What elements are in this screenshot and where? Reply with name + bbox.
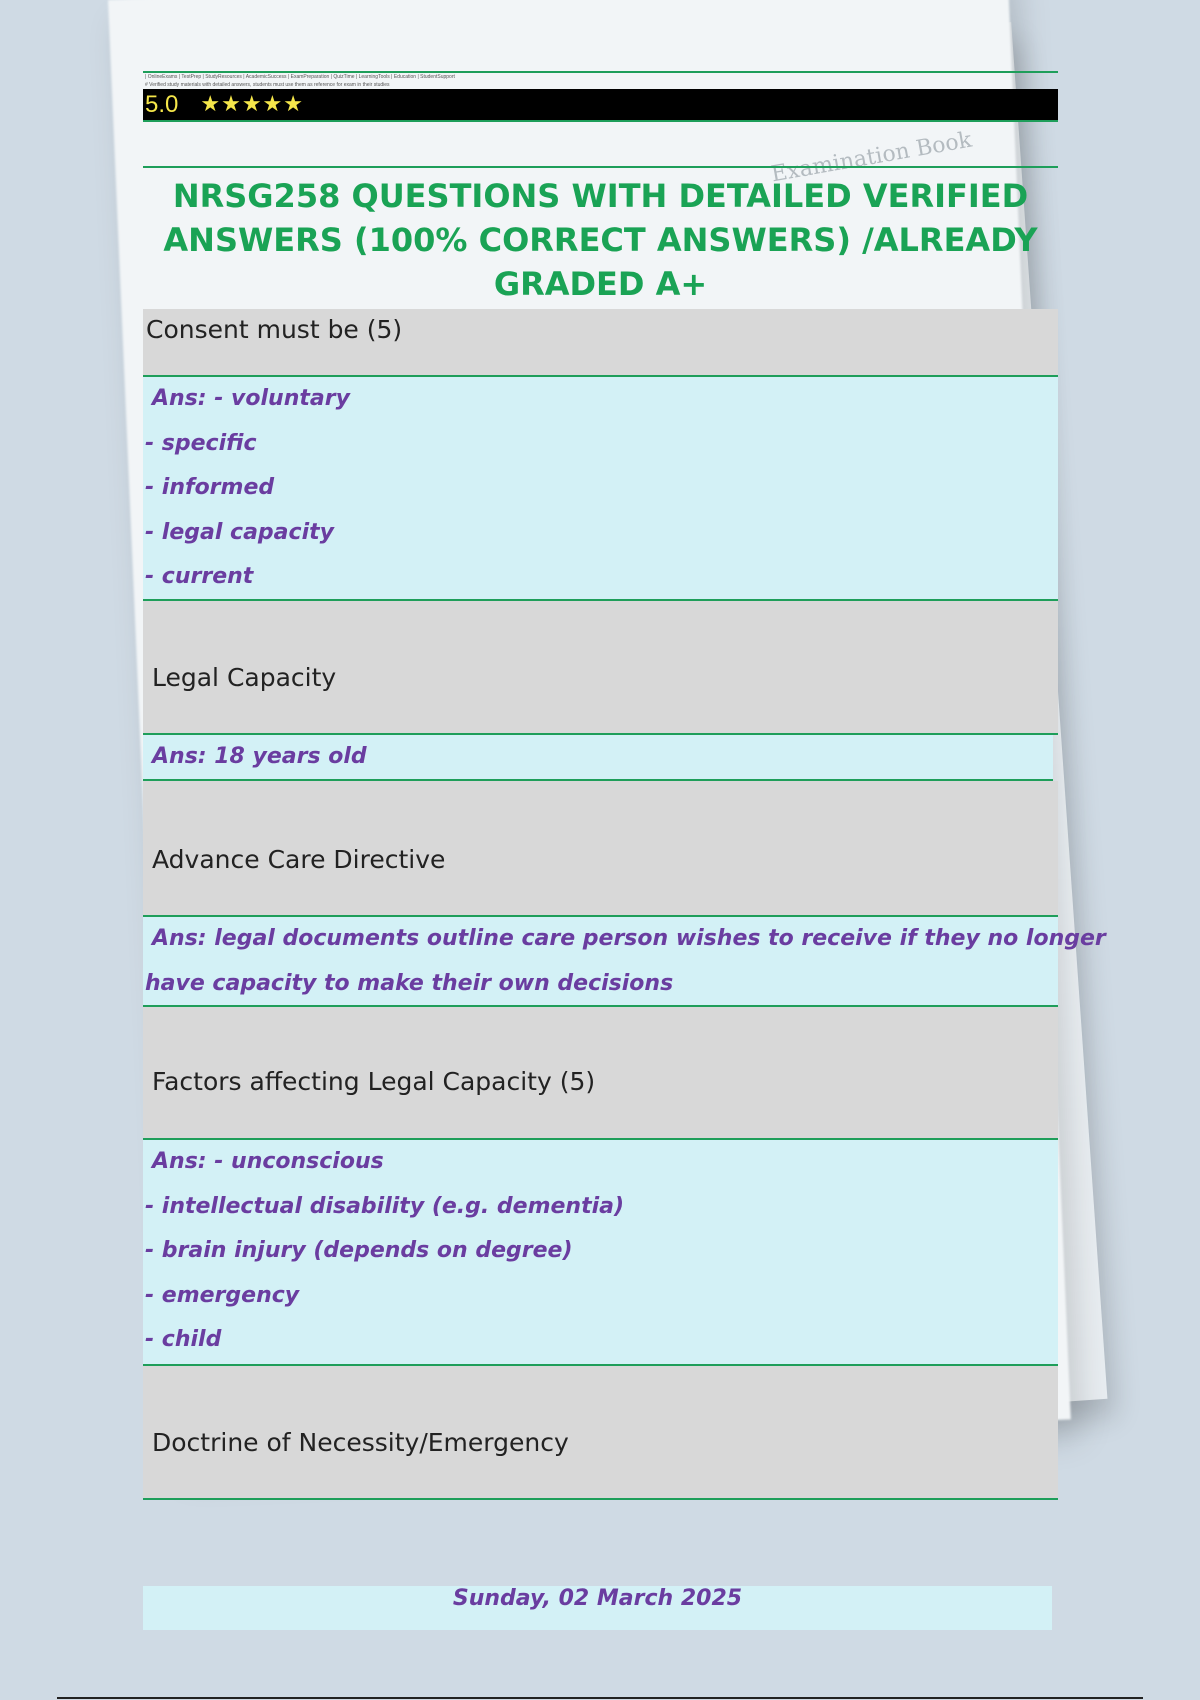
answer-line: - legal capacity [145, 519, 334, 545]
answer-cell [143, 917, 1106, 1007]
title-line-2: ANSWERS (100% CORRECT ANSWERS) /ALREADY [163, 221, 1038, 259]
answer-line: - intellectual disability (e.g. dementia) [145, 1193, 625, 1219]
star-rating-icon: ★★★★★ [200, 92, 304, 117]
answer-line: - brain injury (depends on degree) [145, 1238, 573, 1263]
question-cell: Consent must be (5) [143, 309, 1058, 377]
question-cell: Advance Care Directive [143, 781, 1058, 917]
document-title [143, 166, 1058, 309]
answer-line: - child [145, 1327, 222, 1352]
rating-bar [143, 89, 1058, 122]
header-note-line: # Verified study materials with detailed answers, students must use them as reference for exam in their studies [145, 82, 390, 88]
rating-value: 5.0 [145, 90, 179, 118]
title-line-3: GRADED A+ [493, 265, 708, 303]
question-cell: Doctrine of Necessity/Emergency [143, 1366, 1058, 1500]
answer-cell [143, 735, 1053, 781]
answer-cell [143, 1140, 1058, 1366]
answer-line: - specific [145, 430, 257, 456]
answer-line: - emergency [145, 1282, 300, 1308]
header-tags-line: | OnlineExams | TestPrep | StudyResources | AcademicSuccess | ExamPreparation | QuizTime | LearningTools | Education | StudentSupport [145, 74, 455, 80]
answer-cell [143, 377, 1058, 601]
title-line-1: NRSG258 QUESTIONS WITH DETAILED VERIFIED [172, 177, 1029, 215]
background-paper-label: Examination Book [769, 127, 974, 188]
question-cell: Legal Capacity [143, 601, 1058, 735]
answer-line: - informed [145, 475, 275, 500]
answer-line: Ans: - voluntary [152, 386, 350, 411]
answer-line: Ans: - unconscious [152, 1149, 384, 1174]
answer-line: - current [145, 564, 254, 589]
footer-rule [57, 1697, 1143, 1699]
question-cell: Factors affecting Legal Capacity (5) [143, 1007, 1058, 1140]
date-footer: Sunday, 02 March 2025 [143, 1586, 1052, 1630]
answer-line: have capacity to make their own decisions [145, 970, 674, 996]
answer-line: Ans: legal documents outline care person wishes to receive if they no longer [152, 926, 1106, 951]
document-sheet [143, 71, 1106, 1500]
answer-line: Ans: 18 years old [152, 744, 367, 769]
